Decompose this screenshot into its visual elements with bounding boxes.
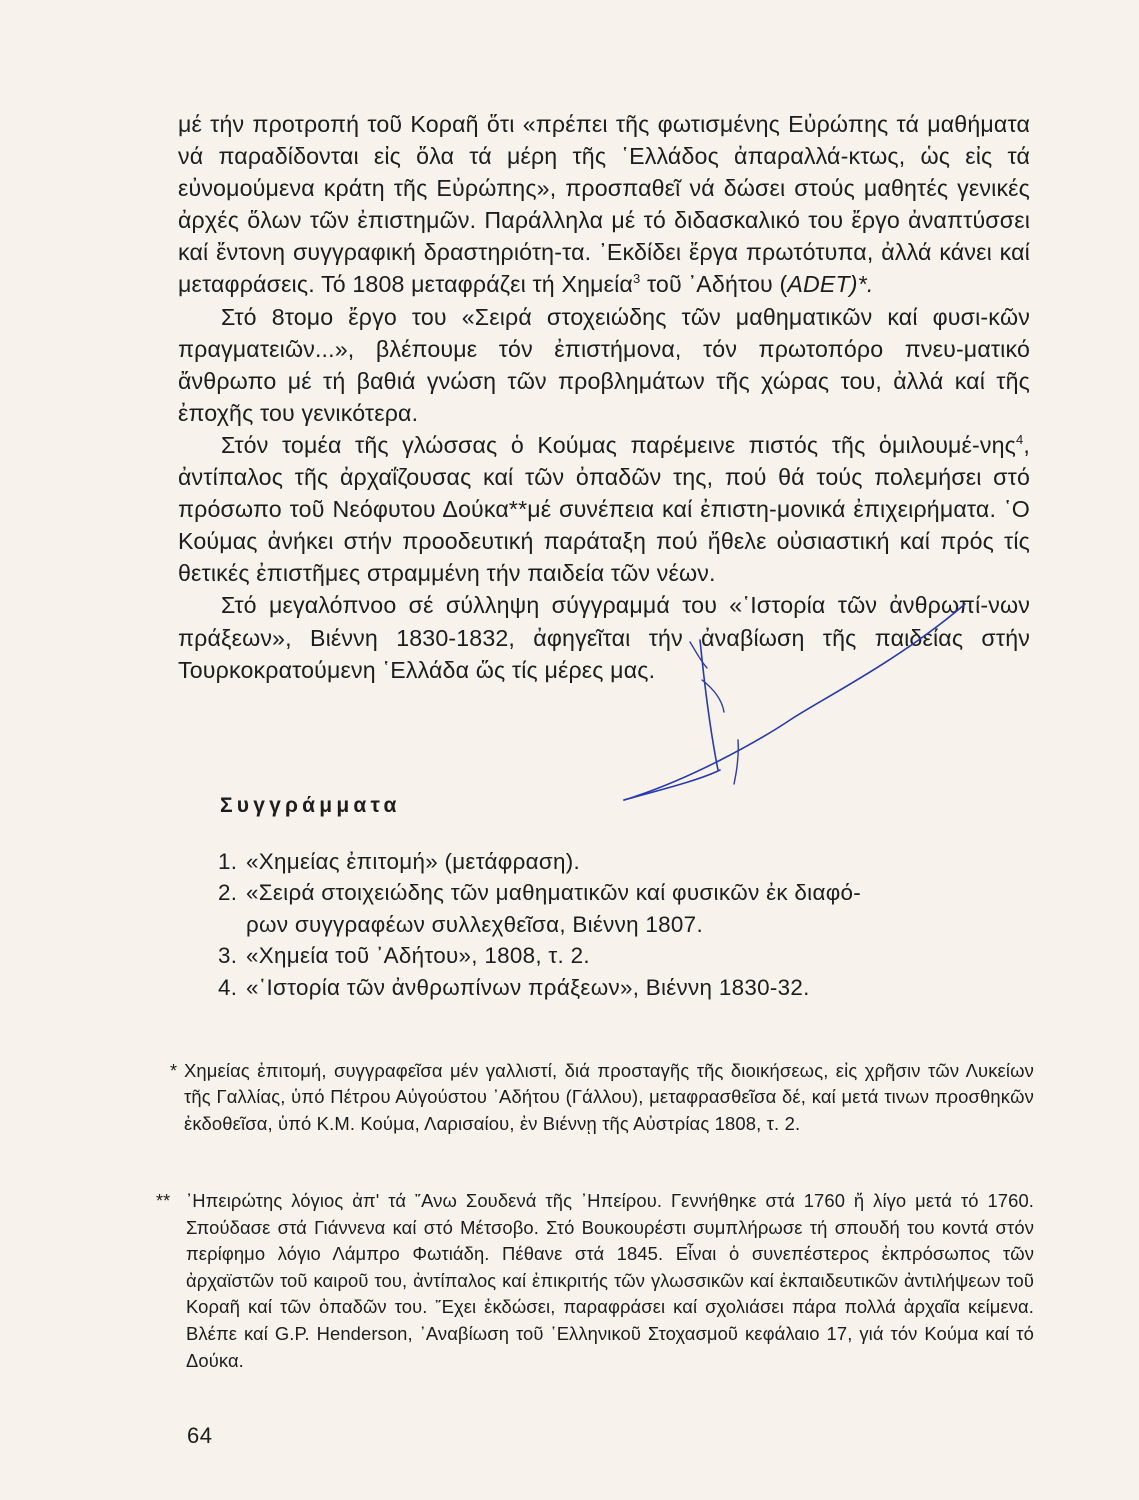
pen-stroke xyxy=(734,740,738,784)
pen-stroke xyxy=(624,770,720,800)
works-item: 4. «῾Ιστορία τῶν ἀνθρωπίνων πράξεων», Βιέννη 1830-32. xyxy=(218,974,810,1000)
footnote-marker: * xyxy=(170,1061,178,1081)
paragraph-4: Στό μεγαλόπνοο σέ σύλληψη σύγγραμμά του «῾Ιστορία τῶν ἀνθρωπί-νων πράξεων», Βιέννη 1830-1832, ἀφηγεῖται τήν ἀναβίωση τῆς παιδείας στήν Τουρκοκρατούμενη ῾Ελλάδα ὥς τίς μέρες μας. xyxy=(178,592,1030,683)
footnote-text: ᾿Ηπειρώτης λόγιος ἀπ' τά ῎Ανω Σουδενά τῆς ᾿Ηπείρου. Γεννήθηκε στά 1760 ἤ λίγο μετά τό 1760. Σπούδασε στά Γιάννενα καί στό Μέτσοβο. Στό Βουκουρέστι συμπλήρωσε τή σπουδή του κοντά στόν περίφημο λόγιο Λάμπρο Φωτιάδη. Πέθανε στά 1845. Εἶναι ὁ συνεπέστερος ἐκπρόσωπος τῶν ἀρχαϊστῶν τοῦ καιροῦ του, ἀντίπαλος καί ἐπικριτής τῶν γλωσσικῶν καί ἐκπαιδευτικῶν ἀντιλήψεων τοῦ Κοραῆ καί τῶν ὀπαδῶν του. ῎Εχει ἐκδώσει, παραφράσει καί σχολιάσει πάρα πολλά ἀρχαῖα κείμενα. Βλέπε καί G.P. Henderson, ᾿Αναβίωση τοῦ ῾Ελληνικοῦ Στοχασμοῦ κεφάλαιο 17, γιά τόν Κούμα καί τό Δούκα. xyxy=(186,1190,1034,1371)
body-text xyxy=(178,108,1030,686)
adet-italic: ADET)*. xyxy=(787,271,874,298)
footnote-ref-3: 3 xyxy=(632,271,641,287)
footnote-1 xyxy=(170,1058,1034,1137)
paragraph-3: Στόν τομέα τῆς γλώσσας ὁ Κούμας παρέμεινε πιστός τῆς ὁμιλουμέ-νης$^4$, ἀντίπαλος τῆς ἀρχαΐζουσας καί τῶν ὀπαδῶν της, πού θά τούς πολεμήσει στό πρόσωπο τοῦ Νεόφυτου Δούκα**μέ συνέπεια καί ἐπιστη-μονικά ἐπιχειρήματα. ῾Ο Κούμας ἀνήκει στήν προοδευτική παράταξη πού ἤθελε οὐσιαστική καί πρός τίς θετικές ἐπιστῆμες στραμμένη τήν παιδεία τῶν νέων. xyxy=(178,431,1030,587)
works-heading: Συγγράμματα xyxy=(220,794,401,817)
works-item: 1. «Χημείας ἐπιτομή» (μετάφραση). xyxy=(218,849,581,874)
footnote-2 xyxy=(156,1188,1034,1374)
works-item: 2. «Σειρά στοιχειώδης τῶν μαθηματικῶν καί φυσικῶν ἐκ διαφό- ρων συγγραφέων συλλεχθεῖσα, Βιέννη 1807. xyxy=(218,880,862,937)
footnote-marker: ** xyxy=(156,1191,171,1211)
footnote-ref-4: 4 xyxy=(1016,431,1024,447)
works-list xyxy=(218,846,998,1003)
paragraph-2: Στό 8τομο ἔργο του «Σειρά στοχειώδης τῶν μαθηματικῶν καί φυσι-κῶν πραγματειῶν...», βλέπουμε τόν ἐπιστήμονα, τόν πρωτοπόρο πνευ-ματικό ἄνθρωπο μέ τή βαθιά γνώση τῶν προβλημάτων τῆς χώρας του, ἀλλά καί τῆς ἐποχῆς του γενικότερα. xyxy=(178,303,1030,426)
footnote-text: Χημείας ἐπιτομή, συγγραφεῖσα μέν γαλλιστί, διά προσταγῆς τῆς διοικήσεως, εἰς χρῆσιν τῶν Λυκείων τῆς Γαλλίας, ὑπό Πέτρου Αὐγούστου ᾿Αδήτου (Γάλλου), μεταφρασθεῖσα δέ, καί μετά τινων προσθηκῶν ἐκδοθεῖσα, ὑπό Κ.Μ. Κούμα, Λαρισαίου, ἐν Βιέννῃ τῆς Αὐστρίας 1808, τ. 2. xyxy=(184,1060,1034,1134)
paragraph-1: μέ τήν προτροπή τοῦ Κοραῆ ὅτι «πρέπει τῆς φωτισμένης Εὐρώπης τά μαθήματα νά παραδίδονται εἰς ὅλα τά μέρη τῆς ῾Ελλάδος ἀπαραλλά-κτως, ὡς εἰς τά εὐνομούμενα κράτη τῆς Εὐρώπης», προσπαθεῖ νά δώσει στούς μαθητές γενικές ἀρχές ὅλων τῶν ἐπιστημῶν. Παράλληλα μέ τό διδασκαλικό του ἔργο ἀναπτύσσει καί ἔντονη συγγραφική δραστηριότη-τα. ᾿Εκδίδει ἔργα πρωτότυπα, ἀλλά κάνει καί μεταφράσεις. Τό 1808 μεταφράζει τή Χημεία$^3$ τοῦ ᾿Αδήτου (ADET)*. xyxy=(178,111,1030,298)
works-item: 3. «Χημεία τοῦ ᾿Αδήτου», 1808, τ. 2. xyxy=(218,943,590,969)
page-number: 64 xyxy=(187,1423,213,1448)
